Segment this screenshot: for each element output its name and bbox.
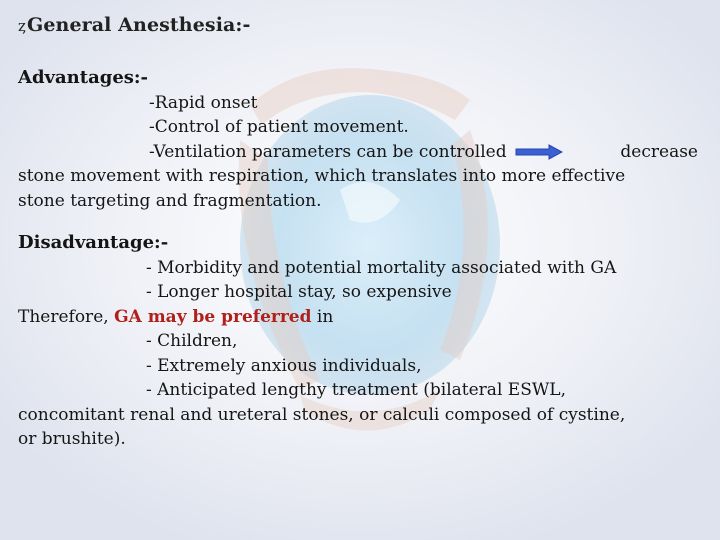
right-arrow-icon bbox=[515, 144, 563, 160]
disadvantages-section bbox=[18, 231, 698, 452]
disadvantage-item: - Longer hospital stay, so expensive bbox=[146, 282, 452, 302]
title-text: General Anesthesia:- bbox=[27, 14, 251, 36]
advantage-item bbox=[18, 140, 698, 165]
preferred-item: - Children, bbox=[146, 331, 238, 351]
slide-title bbox=[18, 14, 251, 36]
therefore-suffix: in bbox=[311, 306, 334, 327]
advantage-item-suffix: decrease bbox=[620, 141, 698, 162]
highlighted-phrase: GA may be preferred bbox=[114, 306, 312, 327]
advantages-heading: Advantages:- bbox=[18, 67, 149, 88]
advantages-section bbox=[18, 66, 698, 213]
advantage-item: -Rapid onset bbox=[149, 92, 258, 113]
advantage-continuation: stone movement with respiration, which translates into more effective bbox=[18, 166, 626, 186]
therefore-line bbox=[18, 305, 698, 330]
therefore-prefix: Therefore, bbox=[18, 306, 115, 327]
disadvantage-item: - Morbidity and potential mortality associated with GA bbox=[146, 257, 617, 278]
disadvantages-heading: Disadvantage:- bbox=[18, 232, 169, 253]
advantage-continuation: stone targeting and fragmentation. bbox=[18, 190, 322, 211]
preferred-item: - Extremely anxious individuals, bbox=[146, 355, 422, 376]
advantage-item: -Control of patient movement. bbox=[149, 117, 409, 137]
advantage-item-text: -Ventilation parameters can be controlled bbox=[149, 141, 507, 162]
preferred-continuation: or brushite). bbox=[18, 429, 126, 449]
preferred-continuation: concomitant renal and ureteral stones, or calculi composed of cystine, bbox=[18, 404, 626, 425]
title-bullet: ȥ bbox=[18, 17, 27, 35]
preferred-item: - Anticipated lengthy treatment (bilateral ESWL, bbox=[146, 380, 567, 400]
